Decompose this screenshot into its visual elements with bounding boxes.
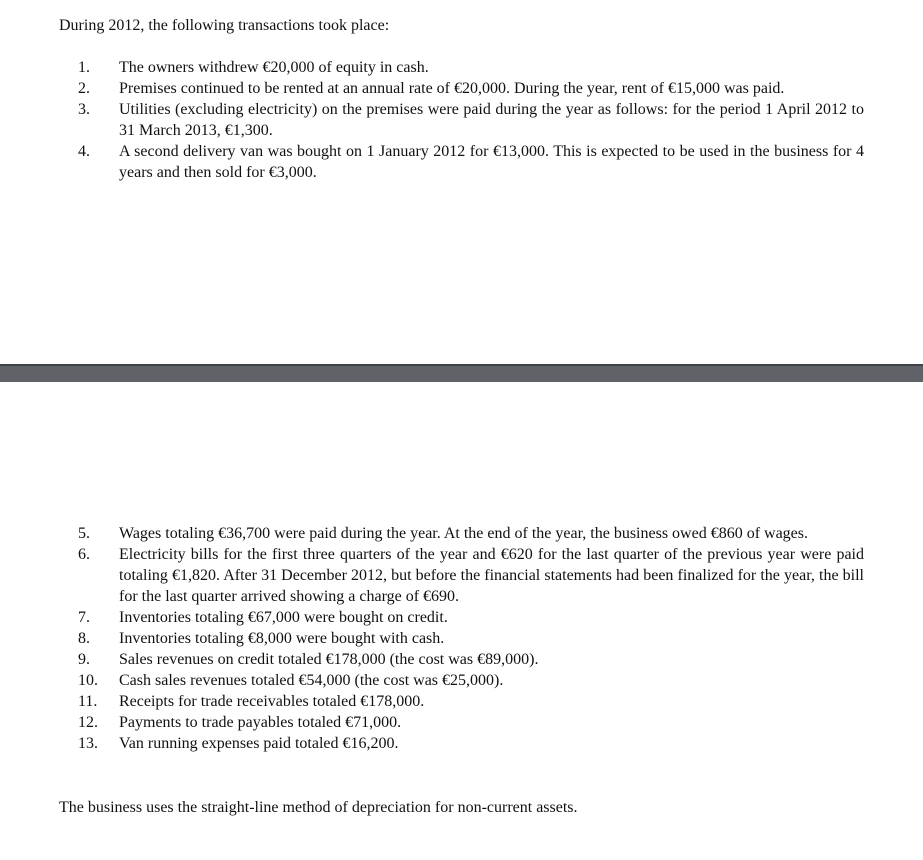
list-item-number: 6. — [78, 546, 90, 563]
list-item-text: Cash sales revenues totaled €54,000 (the cost was €25,000). — [119, 672, 504, 689]
transaction-list-top — [78, 57, 864, 183]
list-item-number: 11. — [78, 693, 98, 710]
list-item-number: 1. — [78, 59, 90, 76]
list-item-text: Receipts for trade receivables totaled €178,000. — [119, 693, 425, 710]
transaction-list-bottom — [78, 523, 864, 754]
list-item-text: A second delivery van was bought on 1 January 2012 for €13,000. This is expected to be used in the business for 4 years and then sold for €3,000. — [119, 143, 864, 181]
list-item — [78, 523, 864, 544]
closing-paragraph: The business uses the straight-line method of depreciation for non-current assets. — [59, 799, 578, 816]
list-item-text: Electricity bills for the first three quarters of the year and €620 for the last quarter of the previous year were paid totaling €1,820. After 31 December 2012, but before the financial statements had been finalized for the year, the bill for the last quarter arrived showing a charge of €690. — [119, 546, 864, 605]
list-item-text: Wages totaling €36,700 were paid during the year. At the end of the year, the business owed €860 of wages. — [119, 525, 809, 542]
list-item — [78, 628, 864, 649]
list-item-number: 9. — [78, 651, 90, 668]
list-item-number: 3. — [78, 101, 90, 118]
list-item-text: Van running expenses paid totaled €16,200. — [119, 735, 399, 752]
list-item-text: Payments to trade payables totaled €71,000. — [119, 714, 402, 731]
list-item — [78, 544, 864, 607]
list-item-text: Inventories totaling €67,000 were bought on credit. — [119, 609, 448, 626]
list-item-number: 8. — [78, 630, 90, 647]
list-item-number: 2. — [78, 80, 90, 97]
list-item-text: The owners withdrew €20,000 of equity in cash. — [119, 59, 429, 76]
list-item — [78, 691, 864, 712]
list-item-text: Utilities (excluding electricity) on the premises were paid during the year as follows: for the period 1 April 2012 to 31 March 2013, €1,300. — [119, 101, 864, 139]
list-item — [78, 649, 864, 670]
list-item-number: 10. — [78, 672, 98, 689]
list-item — [78, 712, 864, 733]
list-item-number: 13. — [78, 735, 98, 752]
list-item — [78, 141, 864, 183]
list-item-number: 7. — [78, 609, 90, 626]
list-item-number: 4. — [78, 143, 90, 160]
list-item — [78, 57, 864, 78]
list-item — [78, 78, 864, 99]
list-item — [78, 99, 864, 141]
list-item-text: Inventories totaling €8,000 were bought with cash. — [119, 630, 445, 647]
list-item — [78, 733, 864, 754]
list-item-text: Sales revenues on credit totaled €178,000 (the cost was €89,000). — [119, 651, 539, 668]
list-item-number: 12. — [78, 714, 98, 731]
intro-paragraph: During 2012, the following transactions took place: — [59, 17, 390, 34]
list-item — [78, 670, 864, 691]
list-item-number: 5. — [78, 525, 90, 542]
list-item — [78, 607, 864, 628]
page-separator — [0, 364, 923, 382]
list-item-text: Premises continued to be rented at an annual rate of €20,000. During the year, rent of €15,000 was paid. — [119, 80, 785, 97]
